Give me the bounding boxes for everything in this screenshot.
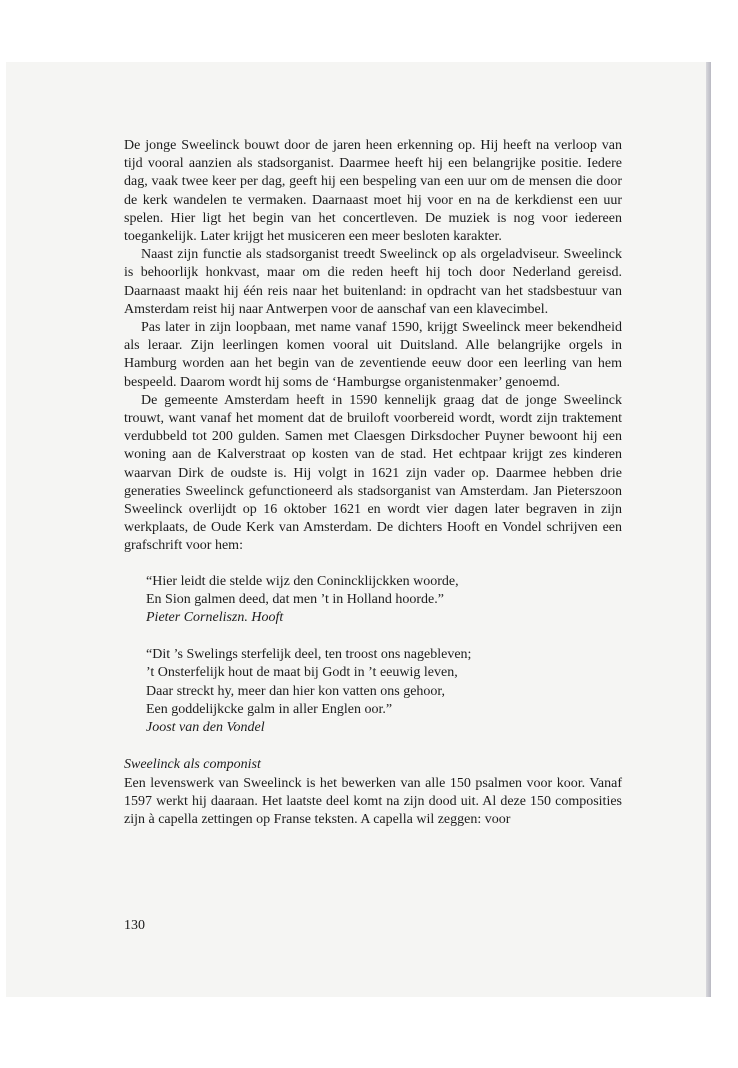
paragraph: De jonge Sweelinck bouwt door de jaren heen erkenning op. Hij heeft na verloop van tijd vooral aanzien als stadsorganist. Daarmee heeft hij een belangrijke positie. Iedere dag, vaak twee keer per dag, geeft hij een bespeling van een uur om de mensen die door de kerk wandelen te vermaken. Daarnaast moet hij voor en na de kerkdienst een uur spelen. Hier ligt het begin van het concertleven. De muziek is nog voor iedereen toegankelijk. Later krijgt het musiceren een meer besloten karakter.	[124, 138, 622, 245]
section-heading: Sweelinck als componist	[124, 757, 261, 773]
poem-line: “Hier leidt die stelde wijz den Conincklijckken woorde,	[146, 573, 459, 589]
paragraph: Pas later in zijn loopbaan, met name vanaf 1590, krijgt Sweelinck meer bekendheid als leraar. Zijn leerlingen komen vooral uit Duitsland. Alle belangrijke orgels in Hamburg worden aan het begin van de zeventiende eeuw door een leerling van hem bespeeld. Daarom wordt hij soms de ‘Hamburgse organistenmaker’ genoemd.	[124, 320, 622, 390]
page-edge	[706, 62, 711, 997]
poem-line: Een goddelijkcke galm in aller Englen oor.”	[146, 701, 393, 717]
epitaph-hooft	[146, 573, 622, 628]
poem-line: Daar streckt hy, meer dan hier kon vatten ons gehoor,	[146, 683, 446, 699]
page-text	[124, 137, 622, 829]
paragraph: Naast zijn functie als stadsorganist treedt Sweelinck op als orgeladviseur. Sweelinck is behoorlijk honkvast, maar om die reden heeft hij toch door Nederland gereisd. Daarnaast maakt hij één reis naar het buitenland: in opdracht van het stadsbestuur van Amsterdam reist hij naar Antwerpen voor de aanschaf van een klavecimbel.	[124, 247, 622, 317]
poem-line: En Sion galmen deed, dat men ’t in Holland hoorde.”	[146, 591, 444, 607]
page-number: 130	[124, 918, 145, 933]
poem-author: Pieter Corneliszn. Hooft	[146, 610, 284, 626]
paragraph: Een levenswerk van Sweelinck is het bewerken van alle 150 psalmen voor koor. Vanaf 1597 werkt hij daaraan. Het laatste deel komt na zijn dood uit. Al deze 150 composities zijn à capella zettingen op Franse teksten. A capella wil zeggen: voor	[124, 775, 622, 827]
paragraph: De gemeente Amsterdam heeft in 1590 kennelijk graag dat de jonge Sweelinck trouwt, want vanaf het moment dat de bruiloft voorbereid wordt, wordt zijn traktement verdubbeld tot 200 gulden. Samen met Claesgen Dirksdocher Puyner bewoont hij een woning aan de Kalverstraat op kosten van de stad. Het echtpaar krijgt zes kinderen waarvan Dirk de oudste is. Hij volgt in 1621 zijn vader op. Daarmee hebben drie generaties Sweelinck gefunctioneerd als stadsorganist van Amsterdam. Jan Pieterszoon Sweelinck overlijdt op 16 oktober 1621 en wordt vier dagen later begraven in zijn werkplaats, de Oude Kerk van Amsterdam. De dichters Hooft en Vondel schrijven een grafschrift voor hem:	[124, 392, 622, 554]
epitaph-vondel	[146, 646, 622, 737]
poem-line: ’t Onsterfelijk hout de maat bij Godt in ’t eeuwig leven,	[146, 665, 458, 681]
poem-line: “Dit ’s Swelings sterfelijk deel, ten troost ons nagebleven;	[146, 647, 472, 663]
poem-author: Joost van den Vondel	[146, 720, 265, 736]
